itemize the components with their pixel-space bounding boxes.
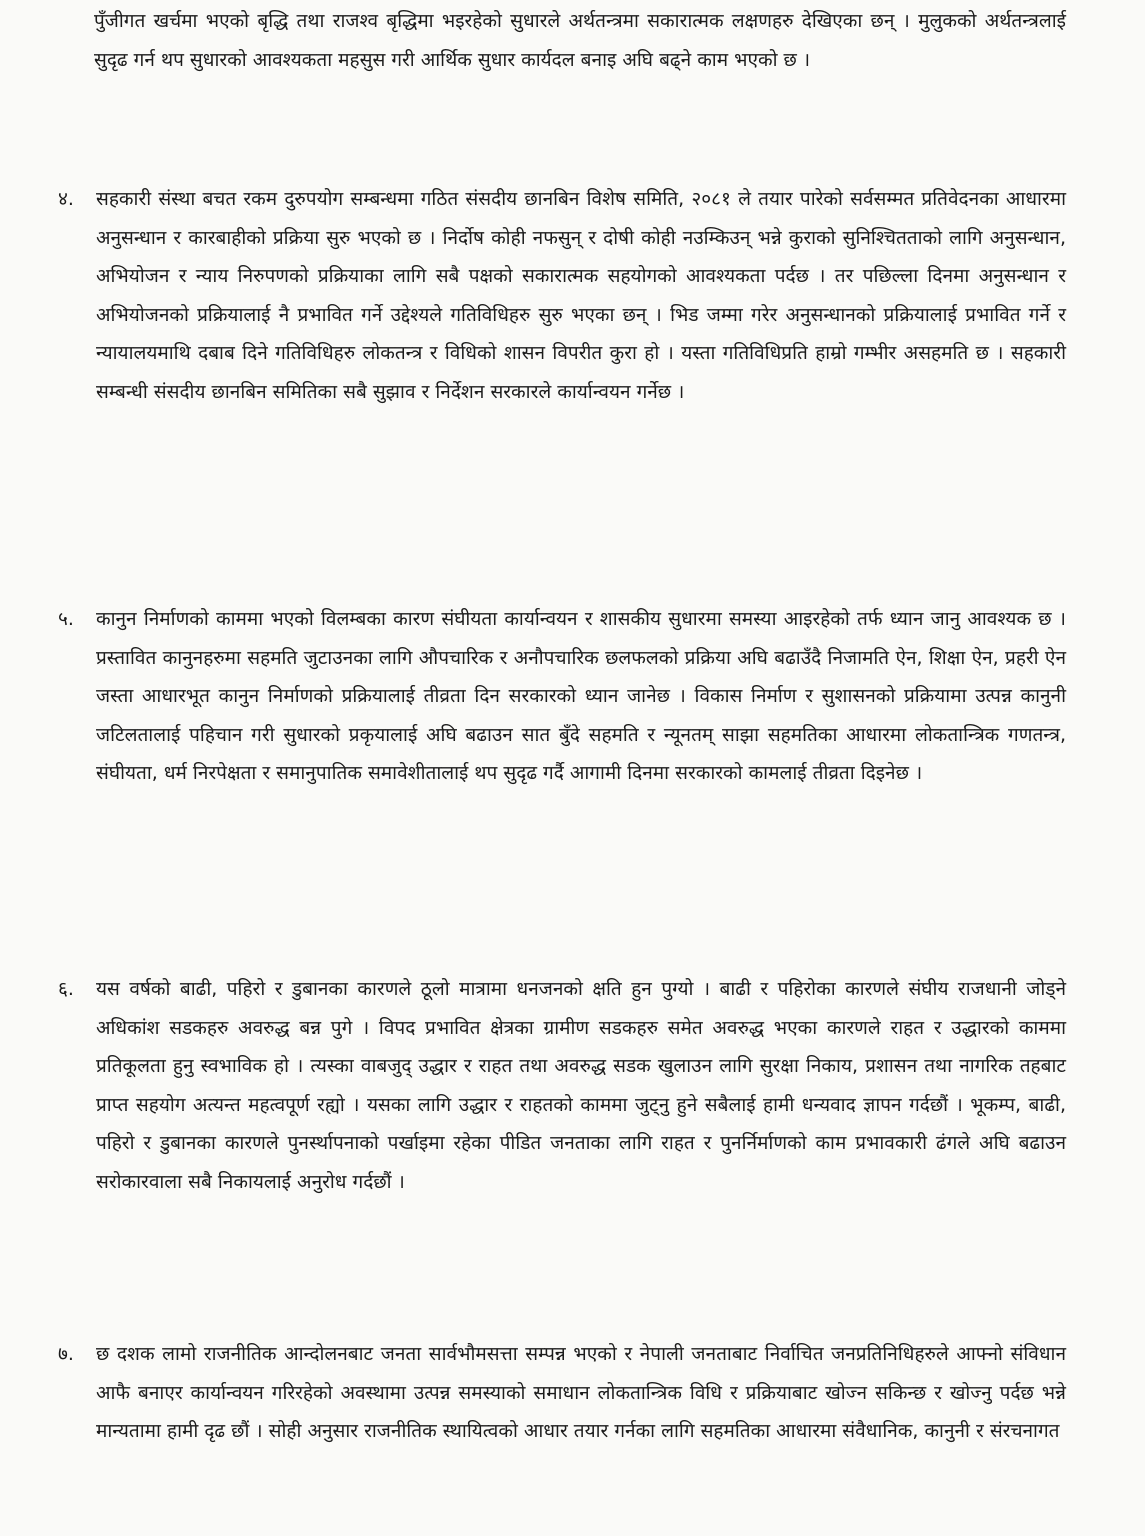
paragraph-number: ४. bbox=[58, 188, 74, 210]
paragraph-7 bbox=[58, 1335, 1066, 1451]
paragraph-4 bbox=[58, 180, 1066, 411]
paragraph-6 bbox=[58, 970, 1066, 1201]
intro-paragraph: पुँजीगत खर्चमा भएको बृद्धि तथा राजश्व बृद्धिमा भइरहेको सुधारले अर्थतन्त्रमा सकारात्मक लक्षणहरु देखिएका छन् । मुलुकको अर्थतन्त्रलाई सुदृढ गर्न थप सुधारको आवश्यकता महसुस गरी आर्थिक सुधार कार्यदल बनाइ अघि बढ्ने काम भएको छ । bbox=[94, 10, 1066, 71]
paragraph-text: यस वर्षको बाढी, पहिरो र डुबानका कारणले ठूलो मात्रामा धनजनको क्षति हुन पुग्यो । बाढी र पहिरोका कारणले संघीय राजधानी जोड्ने अधिकांश सडकहरु अवरुद्ध बन्न पुगे । विपद प्रभावित क्षेत्रका ग्रामीण सडकहरु समेत अवरुद्ध भएका कारणले राहत र उद्धारको काममा प्रतिकूलता हुनु स्वभाविक हो । त्यस्का वाबजुद् उद्धार र राहत तथा अवरुद्ध सडक खुलाउन लागि सुरक्षा निकाय, प्रशासन तथा नागरिक तहबाट प्राप्त सहयोग अत्यन्त महत्वपूर्ण रह्यो । यसका लागि उद्धार र राहतको काममा जुट्नु हुने सबैलाई हामी धन्यवाद ज्ञापन गर्दछौं । भूकम्प, बाढी, पहिरो र डुबानका कारणले पुनर्स्थापनाको पर्खाइमा रहेका पीडित जनताका लागि राहत र पुनर्निर्माणको काम प्रभावकारी ढंगले अघि बढाउन सरोकारवाला सबै निकायलाई अनुरोध गर्दछौं । bbox=[96, 978, 1066, 1193]
paragraph-number: ६. bbox=[58, 978, 74, 1000]
paragraph-number: ५. bbox=[58, 608, 74, 630]
paragraph-text: कानुन निर्माणको काममा भएको विलम्बका कारण संघीयता कार्यान्वयन र शासकीय सुधारमा समस्या आइरहेको तर्फ ध्यान जानु आवश्यक छ । प्रस्तावित कानुनहरुमा सहमति जुटाउनका लागि औपचारिक र अनौपचारिक छलफलको प्रक्रिया अघि बढाउँदै निजामति ऐन, शिक्षा ऐन, प्रहरी ऐन जस्ता आधारभूत कानुन निर्माणको प्रक्रियालाई तीव्रता दिन सरकारको ध्यान जानेछ । विकास निर्माण र सुशासनको प्रक्रियामा उत्पन्न कानुनी जटिलतालाई पहिचान गरी सुधारको प्रकृयालाई अघि बढाउन सात बुँदे सहमति र न्यूनतम् साझा सहमतिका आधारमा लोकतान्त्रिक गणतन्त्र, संघीयता, धर्म निरपेक्षता र समानुपातिक समावेशीतालाई थप सुदृढ गर्दै आगामी दिनमा सरकारको कामलाई तीव्रता दिइनेछ । bbox=[96, 608, 1066, 784]
paragraph-text: सहकारी संस्था बचत रकम दुरुपयोग सम्बन्धमा गठित संसदीय छानबिन विशेष समिति, २०८१ ले तयार पारेको सर्वसम्मत प्रतिवेदनका आधारमा अनुसन्धान र कारबाहीको प्रक्रिया सुरु भएको छ । निर्दोष कोही नफसुन् र दोषी कोही नउम्किउन् भन्ने कुराको सुनिश्चितताको लागि अनुसन्धान, अभियोजन र न्याय निरुपणको प्रक्रियाका लागि सबै पक्षको सकारात्मक सहयोगको आवश्यकता पर्दछ । तर पछिल्ला दिनमा अनुसन्धान र अभियोजनको प्रक्रियालाई नै प्रभावित गर्ने उद्देश्यले गतिविधिहरु सुरु भएका छन् । भिड जम्मा गरेर अनुसन्धानको प्रक्रियालाई प्रभावित गर्ने र न्यायालयमाथि दबाब दिने गतिविधिहरु लोकतन्त्र र विधिको शासन विपरीत कुरा हो । यस्ता गतिविधिप्रति हाम्रो गम्भीर असहमति छ । सहकारी सम्बन्धी संसदीय छानबिन समितिका सबै सुझाव र निर्देशन सरकारले कार्यान्वयन गर्नेछ । bbox=[96, 188, 1066, 403]
paragraph-text: छ दशक लामो राजनीतिक आन्दोलनबाट जनता सार्वभौमसत्ता सम्पन्न भएको र नेपाली जनताबाट निर्वाचित जनप्रतिनिधिहरुले आफ्नो संविधान आफै बनाएर कार्यान्वयन गरिरहेको अवस्थामा उत्पन्न समस्याको समाधान लोकतान्त्रिक विधि र प्रक्रियाबाट खोज्न सकिन्छ र खोज्नु पर्दछ भन्ने मान्यतामा हामी दृढ छौं । सोही अनुसार राजनीतिक स्थायित्वको आधार तयार गर्नका लागि सहमतिका आधारमा संवैधानिक, कानुनी र संरचनागत bbox=[96, 1343, 1066, 1442]
paragraph-5 bbox=[58, 600, 1066, 793]
paragraph-number: ७. bbox=[58, 1343, 74, 1365]
